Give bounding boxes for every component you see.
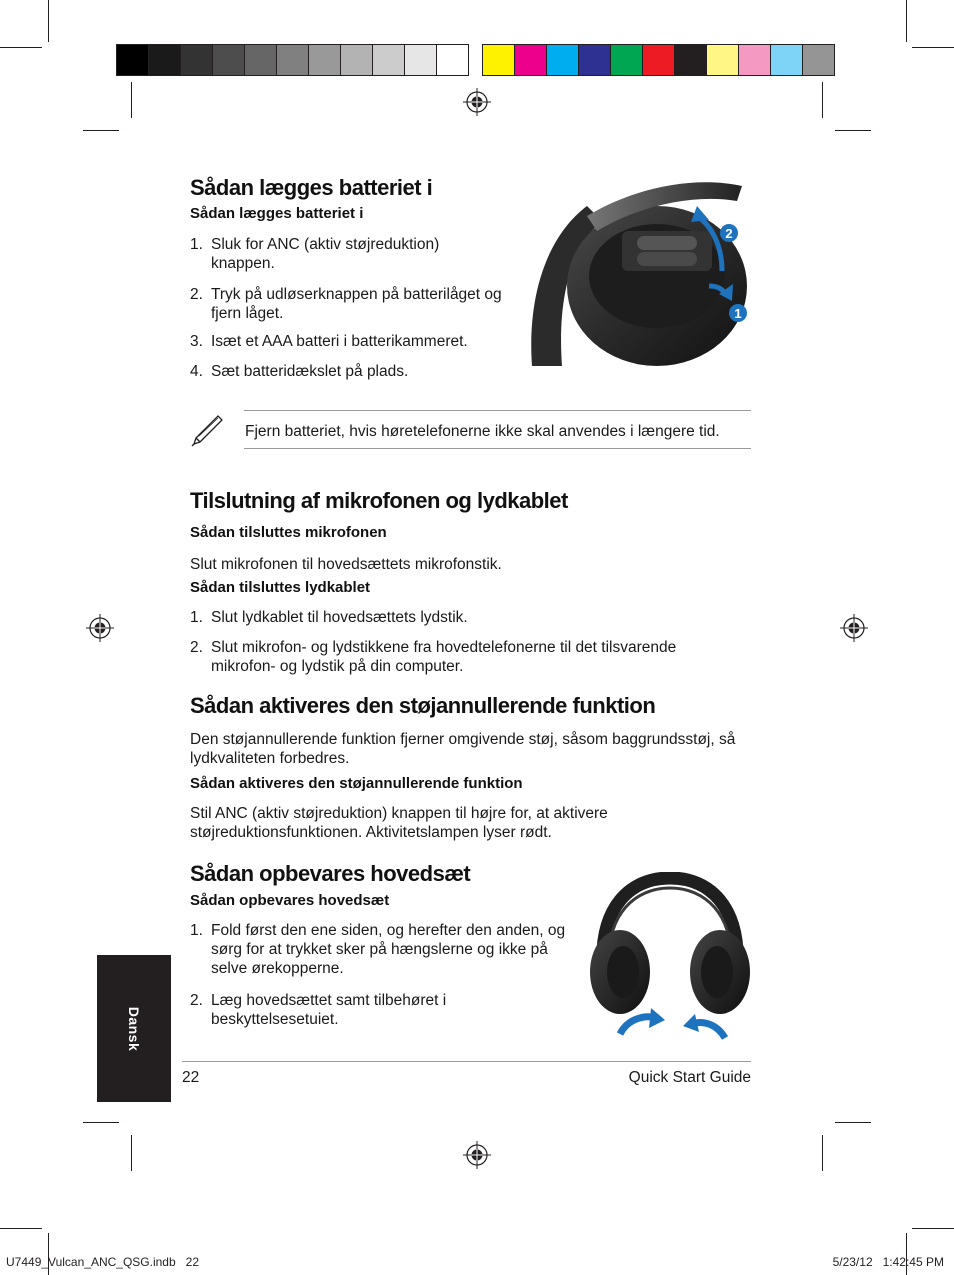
- color-swatch: [436, 44, 469, 76]
- subheading-audio-cable: Sådan tilsluttes lydkablet: [190, 579, 371, 596]
- color-swatch: [482, 44, 515, 76]
- crop-mark: [83, 1122, 119, 1123]
- section-heading-battery: Sådan lægges batteriet i: [190, 175, 433, 200]
- color-swatch: [610, 44, 643, 76]
- list-number: 1.: [190, 236, 203, 253]
- color-swatch: [642, 44, 675, 76]
- registration-mark-icon: [463, 88, 491, 116]
- color-swatch: [706, 44, 739, 76]
- note-text: Fjern batteriet, hvis høretelefonerne ikke skal anvendes i længere tid.: [245, 423, 720, 440]
- list-item: [190, 991, 570, 1031]
- crop-mark: [131, 82, 132, 118]
- color-swatch: [738, 44, 771, 76]
- crop-mark: [835, 1122, 871, 1123]
- subheading-storage: Sådan opbevares hovedsæt: [190, 892, 390, 909]
- color-swatch: [308, 44, 341, 76]
- note-divider-bottom: [244, 448, 751, 449]
- paragraph-anc-instructions: Stil ANC (aktiv støjreduktion) knappen til højre for, at aktivere støjreduktionsfunktionen. Aktivitetslampen lyser rødt.: [190, 805, 608, 841]
- section-subheading-battery: Sådan lægges batteriet i: [190, 205, 364, 222]
- color-swatch: [404, 44, 437, 76]
- list-number: 4.: [190, 363, 203, 380]
- list-text: Isæt et AAA batteri i batterikammeret.: [211, 333, 468, 350]
- color-swatch: [770, 44, 803, 76]
- crop-mark: [48, 0, 49, 42]
- crop-mark: [906, 0, 907, 42]
- crop-mark: [0, 47, 42, 48]
- step-badge-1: 1: [734, 306, 742, 321]
- subheading-microphone: Sådan tilsluttes mikrofonen: [190, 524, 387, 541]
- color-swatch: [372, 44, 405, 76]
- list-text: Slut lydkablet til hovedsættets lydstik.: [211, 609, 468, 626]
- color-swatch: [802, 44, 835, 76]
- section-heading-anc: Sådan aktiveres den støjannullerende funktion: [190, 693, 656, 718]
- registration-mark-icon: [86, 614, 114, 642]
- step-badge-2: 2: [725, 226, 733, 241]
- color-swatch: [546, 44, 579, 76]
- paragraph-microphone: Slut mikrofonen til hovedsættets mikrofonstik.: [190, 556, 502, 573]
- list-number: 1.: [190, 922, 203, 939]
- list-item: [190, 362, 510, 382]
- crop-mark: [835, 130, 871, 131]
- list-item: [190, 608, 750, 628]
- headphones-illustration: [585, 872, 755, 1047]
- list-text: Sluk for ANC (aktiv støjreduktion) knappen.: [211, 236, 440, 272]
- pen-note-icon: [190, 412, 226, 448]
- list-item: [190, 285, 510, 325]
- slug-filename: U7449_Vulcan_ANC_QSG.indb 22: [6, 1255, 200, 1269]
- crop-mark: [912, 47, 954, 48]
- list-text: Tryk på udløserknappen på batterilåget og fjern låget.: [211, 286, 502, 322]
- color-swatch: [116, 44, 149, 76]
- list-number: 2.: [190, 639, 203, 656]
- crop-mark: [912, 1228, 954, 1229]
- registration-mark-icon: [463, 1141, 491, 1169]
- section-heading-storage: Sådan opbevares hovedsæt: [190, 861, 471, 886]
- battery-compartment-illustration: [527, 176, 757, 372]
- subheading-anc: Sådan aktiveres den støjannullerende funktion: [190, 775, 523, 792]
- list-item: [190, 921, 570, 981]
- paragraph-anc-description: Den støjannullerende funktion fjerner omgivende støj, såsom baggrundsstøj, så lydkvaliteten forbedres.: [190, 731, 736, 767]
- color-swatch: [180, 44, 213, 76]
- color-swatch: [674, 44, 707, 76]
- language-side-tab: [97, 955, 171, 1102]
- list-item: [190, 638, 750, 678]
- color-swatch: [514, 44, 547, 76]
- list-text: Slut mikrofon- og lydstikkene fra hovedtelefonerne til det tilsvarende mikrofon- og lydstik på din computer.: [211, 639, 677, 675]
- color-swatch: [148, 44, 181, 76]
- crop-mark: [131, 1135, 132, 1171]
- list-text: Sæt batteridækslet på plads.: [211, 363, 409, 380]
- crop-mark: [83, 130, 119, 131]
- list-text: Fold først den ene siden, og herefter den anden, og sørg for at trykket sker på hængslerne og ikke på selve ørekopperne.: [211, 922, 566, 977]
- list-text: Læg hovedsættet samt tilbehøret i beskyttelsesetuiet.: [211, 992, 447, 1028]
- list-number: 1.: [190, 609, 203, 626]
- list-item: [190, 235, 490, 275]
- list-number: 3.: [190, 333, 203, 350]
- color-swatch: [578, 44, 611, 76]
- note-divider-top: [244, 410, 751, 411]
- list-number: 2.: [190, 286, 203, 303]
- page-number: 22: [182, 1069, 200, 1086]
- language-tab-label: Dansk: [126, 1006, 142, 1051]
- registration-mark-icon: [840, 614, 868, 642]
- crop-mark: [0, 1228, 42, 1229]
- color-swatch: [276, 44, 309, 76]
- list-item: [190, 332, 510, 352]
- crop-mark: [822, 1135, 823, 1171]
- list-number: 2.: [190, 992, 203, 1009]
- color-swatch: [212, 44, 245, 76]
- crop-mark: [822, 82, 823, 118]
- section-heading-microphone: Tilslutning af mikrofonen og lydkablet: [190, 488, 568, 513]
- footer-divider: [182, 1061, 751, 1062]
- color-swatch: [340, 44, 373, 76]
- slug-timestamp: 5/23/12 1:42:45 PM: [832, 1255, 944, 1269]
- color-swatch: [244, 44, 277, 76]
- guide-title: Quick Start Guide: [628, 1069, 751, 1086]
